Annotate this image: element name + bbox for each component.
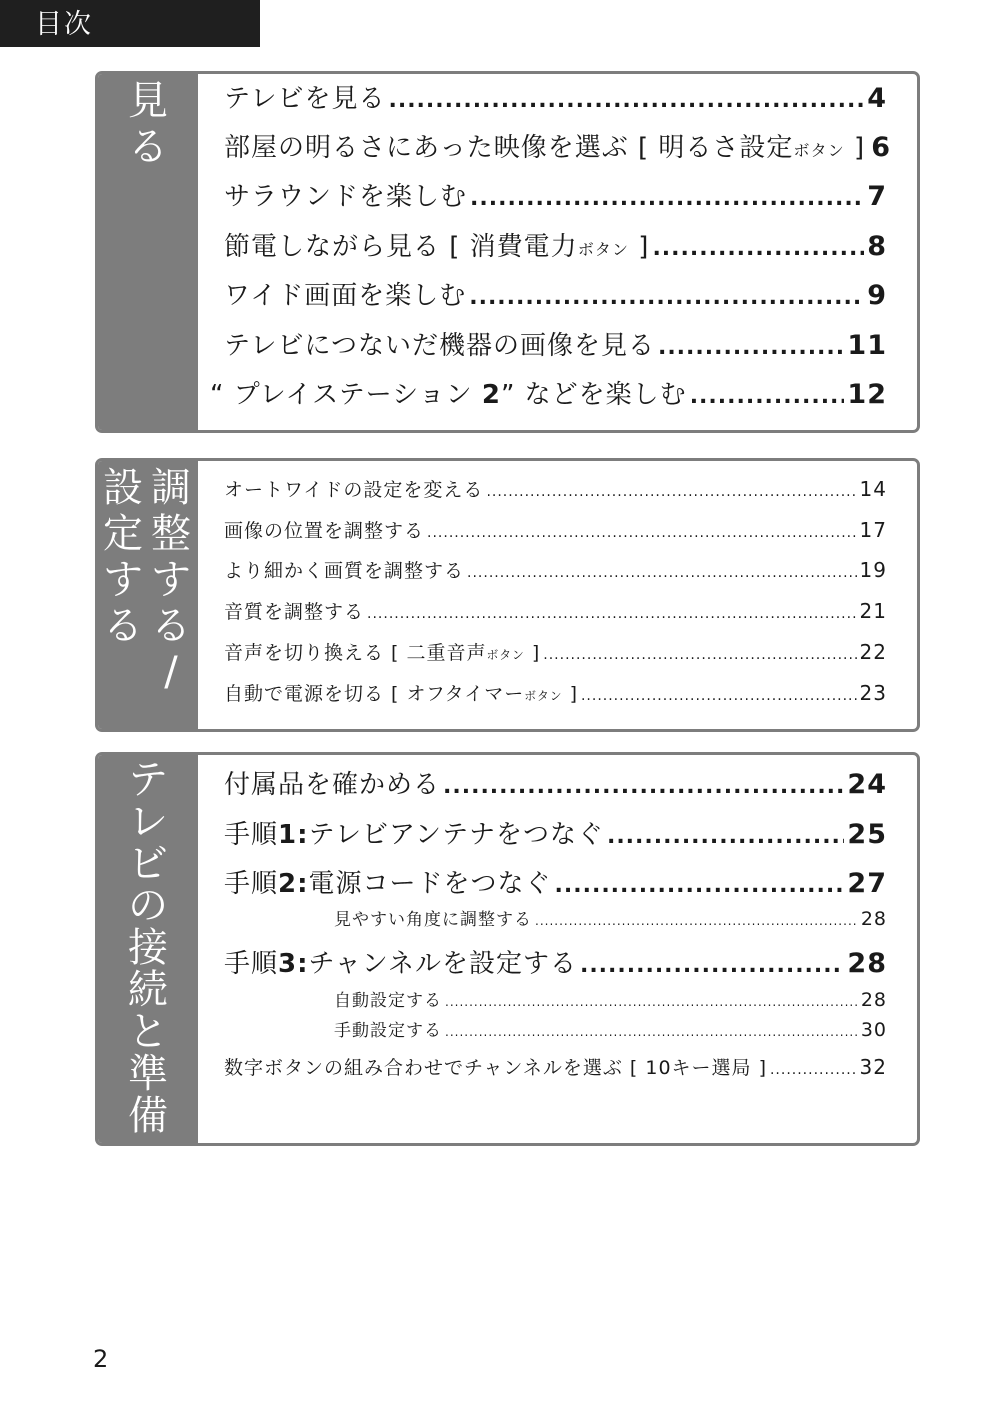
- toc-entry[interactable]: 手順2:電源コードをつなぐ ..... 27: [224, 863, 887, 900]
- toc-entry[interactable]: テレビにつないだ機器の画像を見る ..... 11: [224, 325, 887, 362]
- page-ref: 24: [847, 769, 887, 800]
- page-ref: 14: [859, 477, 887, 501]
- page-ref: 23: [859, 681, 887, 705]
- page-ref: 30: [860, 1019, 887, 1041]
- toc-entry[interactable]: 部屋の明るさにあった映像を選ぶ [ 明るさ設定ボタン ] 6: [224, 132, 891, 163]
- page-number: 2: [93, 1345, 109, 1373]
- toc-entry[interactable]: サラウンドを楽しむ ..... 7: [224, 176, 887, 213]
- toc-entry[interactable]: 手順1:テレビアンテナをつなぐ ..... 25: [224, 814, 887, 851]
- page-ref: 9: [867, 280, 887, 311]
- toc-subentry[interactable]: 見やすい角度に調整する ..... 28: [334, 905, 887, 930]
- section-label-panel: [98, 74, 198, 430]
- page-ref: 11: [847, 330, 887, 361]
- section-label-left: 設 定 す る: [103, 465, 143, 649]
- page-ref: 7: [867, 181, 887, 212]
- page-ref: 8: [867, 231, 887, 262]
- toc-entry[interactable]: 自動で電源を切る [ オフタイマーボタン ] ..... 23: [224, 679, 887, 706]
- toc-entry[interactable]: 音質を調整する ..... 21: [224, 597, 887, 624]
- toc-entry[interactable]: より細かく画質を調整する ..... 19: [224, 556, 887, 583]
- section-watch: [95, 71, 920, 433]
- toc-subentry[interactable]: 手動設定する ..... 30: [334, 1016, 887, 1041]
- toc-subentry[interactable]: 自動設定する ..... 28: [334, 986, 887, 1011]
- toc-entry[interactable]: ワイド画面を楽しむ ..... 9: [224, 275, 887, 312]
- page-ref: 28: [860, 908, 887, 930]
- section-label-panel: [98, 461, 198, 729]
- section-label-right: 調 整 す る /: [151, 465, 191, 695]
- page-ref: 27: [847, 868, 887, 899]
- page-ref: 6: [871, 132, 891, 163]
- toc-title: 目次: [35, 9, 93, 40]
- section-label: テ レ ビ の 接 続 と 準 備: [128, 757, 168, 1139]
- page-ref: 28: [847, 948, 887, 979]
- section-label-panel: [98, 755, 198, 1143]
- toc-entry[interactable]: 音声を切り換える [ 二重音声ボタン ] ..... 22: [224, 638, 887, 665]
- toc-entry[interactable]: 節電しながら見る [ 消費電力ボタン ] ..... 8: [224, 226, 887, 263]
- toc-entry[interactable]: 数字ボタンの組み合わせでチャンネルを選ぶ [ 10キー選局 ] ..... 32: [224, 1053, 887, 1080]
- page-ref: 12: [847, 379, 887, 410]
- section-connect: [95, 752, 920, 1146]
- section-adjust: [95, 458, 920, 732]
- page-ref: 17: [859, 518, 887, 542]
- toc-entry[interactable]: 画像の位置を調整する ..... 17: [224, 516, 887, 543]
- toc-entry[interactable]: “ プレイステーション 2” などを楽しむ ..... 12: [210, 374, 887, 411]
- toc-entry[interactable]: 付属品を確かめる ..... 24: [224, 764, 887, 801]
- page-ref: 25: [847, 819, 887, 850]
- page-ref: 22: [859, 640, 887, 664]
- toc-entry[interactable]: オートワイドの設定を変える ..... 14: [224, 475, 887, 502]
- page-ref: 4: [867, 83, 887, 114]
- page-ref: 19: [859, 558, 887, 582]
- section-label: 見 る: [128, 78, 168, 170]
- page-ref: 32: [859, 1055, 887, 1079]
- page-ref: 28: [860, 989, 887, 1011]
- toc-entry[interactable]: 手順3:チャンネルを設定する ..... 28: [224, 943, 887, 980]
- toc-header: [0, 0, 260, 47]
- page-ref: 21: [859, 599, 887, 623]
- toc-entry[interactable]: テレビを見る ..... 4: [224, 78, 887, 115]
